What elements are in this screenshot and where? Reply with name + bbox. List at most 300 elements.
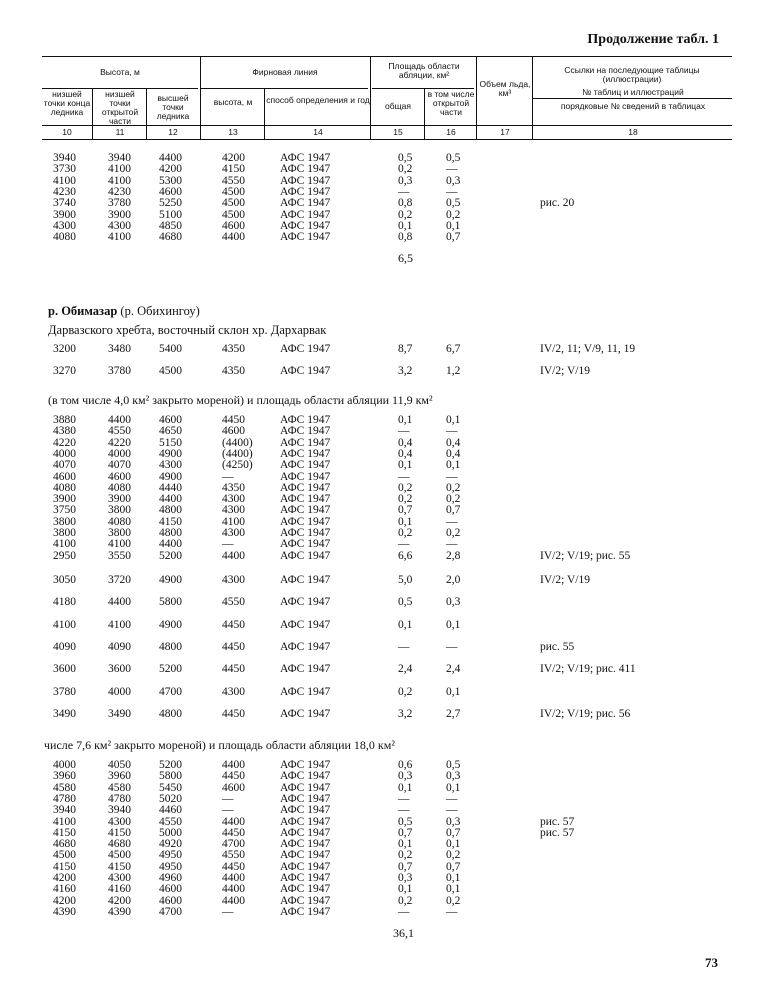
firn-height-cell: 4450 (222, 640, 245, 653)
high-point-cell: 4400 (159, 493, 182, 506)
table-row (0, 163, 773, 175)
area-total-cell: 0,2 (398, 849, 413, 862)
col-divider (476, 56, 477, 139)
low-point-end-cell: 4300 (53, 219, 76, 232)
low-point-open-cell: 3550 (108, 549, 131, 562)
firn-height-cell: 4500 (222, 208, 245, 221)
low-point-end-cell: 4100 (53, 538, 76, 551)
area-total-cell: — (398, 792, 410, 805)
low-point-end-cell: 3940 (53, 804, 76, 817)
table-row (0, 209, 773, 221)
col-number: 14 (313, 127, 323, 137)
firn-height-cell: (4400) (222, 447, 253, 460)
area-open-cell: 0,2 (446, 849, 461, 862)
firn-height-cell: 4550 (222, 849, 245, 862)
high-point-cell: 5400 (159, 343, 182, 355)
area-open-cell: — (446, 425, 458, 438)
low-point-end-cell: 4080 (53, 481, 76, 494)
note-line: числе 7,6 км² закрыто мореной) и площадь области абляции 18,0 км² (44, 738, 395, 752)
firn-height-cell: 4600 (222, 781, 245, 794)
area-open-cell: 2,0 (446, 574, 461, 586)
high-point-cell: 4800 (159, 527, 182, 539)
low-point-end-cell: 4380 (53, 425, 76, 438)
high-point-cell: 4460 (159, 804, 182, 817)
table-row (0, 872, 773, 884)
references-cell: рис. 57 (540, 815, 575, 828)
firn-group-rule (200, 88, 368, 89)
high-point-cell: 4650 (159, 425, 182, 438)
table-row (0, 838, 773, 850)
area-open-cell: 0,7 (446, 231, 461, 244)
col-divider (424, 88, 425, 139)
area-open-cell: 0,7 (446, 860, 461, 873)
firn-height-cell: 4450 (222, 770, 245, 783)
low-point-end-cell: 4150 (53, 860, 76, 873)
area-open-cell: 0,1 (446, 414, 461, 426)
table-row (0, 175, 773, 187)
low-point-open-cell: 3900 (108, 493, 131, 506)
area-total-cell: 0,6 (398, 759, 413, 771)
firn-method-cell: АФС 1947 (280, 527, 331, 539)
area-total-cell: 0,5 (398, 152, 413, 164)
firn-method-cell: АФС 1947 (280, 343, 331, 355)
low-point-end-cell: 3050 (53, 574, 76, 586)
area-open-cell: — (446, 538, 458, 551)
high-point-cell: 4900 (159, 470, 182, 483)
firn-method-cell: АФС 1947 (280, 792, 331, 805)
table-row (0, 782, 773, 794)
subheading: Дарвазского хребта, восточный склон хр. Дархарвак (48, 323, 327, 337)
area-total-cell: — (398, 804, 410, 817)
low-point-end-cell: 4000 (53, 447, 76, 460)
firn-height-cell: 4400 (222, 549, 245, 562)
firn-height-cell: 4700 (222, 838, 245, 851)
low-point-open-cell: 3490 (108, 707, 131, 720)
area-total-cell: — (398, 470, 410, 483)
area-open-cell: 0,1 (446, 883, 461, 896)
area-open-cell: 0,2 (446, 493, 461, 506)
references-cell: IV/2; V/19; рис. 56 (540, 707, 631, 720)
area-open-cell: 0,4 (446, 447, 461, 460)
area-open-cell: 0,2 (446, 894, 461, 907)
table-row (0, 793, 773, 805)
firn-method-cell: АФС 1947 (280, 894, 331, 907)
firn-height-cell: 4200 (222, 152, 245, 164)
area-total-cell: 0,2 (398, 481, 413, 494)
references-cell: IV/2, 11; V/9, 11, 19 (540, 343, 636, 355)
firn-method-cell: АФС 1947 (280, 685, 331, 698)
area-open-cell: 2,7 (446, 707, 461, 720)
low-point-end-cell: 4000 (53, 759, 76, 771)
table-row (0, 186, 773, 198)
col14-header: способ определения и год (266, 95, 370, 105)
high-point-cell: 4400 (159, 538, 182, 551)
area-open-cell: — (446, 185, 458, 198)
note-line: (в том числе 4,0 км² закрыто мореной) и площадь области абляции 11,9 км² (48, 393, 433, 407)
high-point-cell: 4680 (159, 231, 182, 244)
table-row (0, 493, 773, 505)
high-point-cell: 4920 (159, 838, 182, 851)
firn-height-cell: 4300 (222, 685, 245, 698)
col-divider (146, 88, 147, 139)
low-point-open-cell: 4090 (108, 640, 131, 653)
firn-height-cell: — (222, 905, 234, 918)
low-point-open-cell: 4150 (108, 860, 131, 873)
high-point-cell: 5800 (159, 596, 182, 609)
area-total-cell: 0,1 (398, 838, 413, 851)
area-open-cell: 2,4 (446, 663, 461, 676)
firn-height-cell: 4450 (222, 414, 245, 426)
low-point-open-cell: 4580 (108, 781, 131, 794)
low-point-end-cell: 3600 (53, 663, 76, 676)
firn-height-cell: — (222, 470, 234, 483)
high-point-cell: 4600 (159, 185, 182, 198)
low-point-open-cell: 3720 (108, 574, 131, 586)
firn-height-cell: — (222, 804, 234, 817)
area-total-cell: 0,1 (398, 515, 413, 528)
table-row (0, 365, 773, 377)
continuation-label: Продолжение табл. 1 (587, 32, 719, 47)
low-point-end-cell: 4100 (53, 174, 76, 187)
high-point-cell: 4150 (159, 515, 182, 528)
low-point-open-cell: 4080 (108, 515, 131, 528)
low-point-open-cell: 3960 (108, 770, 131, 783)
firn-height-cell: 4300 (222, 493, 245, 506)
area-open-cell: 0,2 (446, 481, 461, 494)
low-point-end-cell: 3800 (53, 515, 76, 528)
low-point-open-cell: 4300 (108, 872, 131, 884)
area-total-cell: 0,2 (398, 894, 413, 907)
low-point-open-cell: 3800 (108, 504, 131, 517)
area-total-cell: 6,6 (398, 549, 413, 562)
high-point-cell: 4600 (159, 894, 182, 907)
refs-sub-header: № таблиц и иллюстраций (582, 87, 684, 97)
firn-height-cell: 4150 (222, 163, 245, 176)
table-row (0, 414, 773, 426)
low-point-end-cell: 4580 (53, 781, 76, 794)
table-row (0, 883, 773, 895)
low-point-end-cell: 4390 (53, 905, 76, 918)
area-group-header: Площадь области абляции, км² (388, 61, 460, 80)
firn-height-cell: 4400 (222, 231, 245, 244)
area-open-cell: — (446, 163, 458, 176)
high-point-cell: 5020 (159, 792, 182, 805)
high-point-cell: 4400 (159, 152, 182, 164)
col12-header: высшей точки ледника (156, 93, 190, 121)
low-point-end-cell: 4070 (53, 459, 76, 472)
col-number: 12 (168, 127, 178, 137)
firn-group-header: Фирновая линия (252, 67, 318, 77)
col11-header: низшей точки открытой части (101, 89, 139, 126)
low-point-open-cell: 3780 (108, 365, 131, 377)
river-name: р. Обимазар (48, 304, 118, 318)
firn-method-cell: АФС 1947 (280, 640, 331, 653)
area-open-cell: — (446, 640, 458, 653)
firn-height-cell: 4400 (222, 872, 245, 884)
firn-method-cell: АФС 1947 (280, 174, 331, 187)
low-point-open-cell: 4150 (108, 826, 131, 839)
table-row (0, 906, 773, 918)
area-total-cell: 0,2 (398, 685, 413, 698)
low-point-end-cell: 4160 (53, 883, 76, 896)
area-open-cell: 0,7 (446, 504, 461, 517)
low-point-open-cell: 4200 (108, 894, 131, 907)
col-number: 16 (446, 127, 456, 137)
low-point-end-cell: 4230 (53, 185, 76, 198)
firn-method-cell: АФС 1947 (280, 618, 331, 631)
low-point-end-cell: 4220 (53, 436, 76, 449)
area-total-cell: 0,7 (398, 504, 413, 517)
area-total: 36,1 (393, 926, 414, 940)
firn-method-cell: АФС 1947 (280, 163, 331, 176)
area-open-cell: 0,4 (446, 436, 461, 449)
area-open-cell: 0,3 (446, 596, 461, 609)
low-point-end-cell: 3880 (53, 414, 76, 426)
area-total-cell: — (398, 538, 410, 551)
firn-method-cell: АФС 1947 (280, 838, 331, 851)
area-open-cell: 0,1 (446, 838, 461, 851)
low-point-open-cell: 4680 (108, 838, 131, 851)
firn-method-cell: АФС 1947 (280, 504, 331, 517)
low-point-end-cell: 2950 (53, 549, 76, 562)
area-open-cell: 0,5 (446, 759, 461, 771)
col-divider (532, 56, 533, 139)
low-point-open-cell: 4100 (108, 231, 131, 244)
area-total-cell: 0,7 (398, 860, 413, 873)
col17-header: Объем льда, км³ (479, 79, 531, 98)
high-point-cell: 5100 (159, 208, 182, 221)
firn-height-cell: 4400 (222, 894, 245, 907)
table-row (0, 527, 773, 539)
low-point-open-cell: 4400 (108, 414, 131, 426)
firn-method-cell: АФС 1947 (280, 414, 331, 426)
area-total-cell: 0,2 (398, 163, 413, 176)
table-row (0, 641, 773, 653)
area-total-cell: 0,8 (398, 231, 413, 244)
low-point-open-cell: 4300 (108, 219, 131, 232)
high-point-cell: 5200 (159, 759, 182, 771)
low-point-end-cell: 4680 (53, 838, 76, 851)
references-cell: рис. 20 (540, 197, 575, 210)
table-row (0, 459, 773, 471)
high-point-cell: 5200 (159, 549, 182, 562)
high-point-cell: 5450 (159, 781, 182, 794)
high-point-cell: 5250 (159, 197, 182, 210)
low-point-end-cell: 4100 (53, 815, 76, 828)
area-total-cell: — (398, 185, 410, 198)
low-point-end-cell: 3730 (53, 163, 76, 176)
col-number: 10 (62, 127, 72, 137)
area-open-cell: 0,1 (446, 459, 461, 472)
firn-height-cell: 4450 (222, 826, 245, 839)
low-point-open-cell: 4100 (108, 174, 131, 187)
firn-method-cell: АФС 1947 (280, 549, 331, 562)
table-row (0, 343, 773, 355)
high-point-cell: 5200 (159, 663, 182, 676)
low-point-open-cell: 3800 (108, 527, 131, 539)
low-point-open-cell: 4390 (108, 905, 131, 918)
firn-method-cell: АФС 1947 (280, 538, 331, 551)
area-open-cell: 0,1 (446, 618, 461, 631)
area-open-cell: 0,3 (446, 815, 461, 828)
table-row (0, 686, 773, 698)
high-point-cell: 4440 (159, 481, 182, 494)
low-point-end-cell: 4500 (53, 849, 76, 862)
firn-method-cell: АФС 1947 (280, 574, 331, 586)
firn-height-cell: 4300 (222, 574, 245, 586)
area-total-cell: 2,4 (398, 663, 413, 676)
table-row (0, 849, 773, 861)
low-point-end-cell: 4780 (53, 792, 76, 805)
firn-height-cell: 4400 (222, 815, 245, 828)
firn-method-cell: АФС 1947 (280, 707, 331, 720)
area-total-cell: 0,3 (398, 770, 413, 783)
low-point-open-cell: 4080 (108, 481, 131, 494)
table-row (0, 827, 773, 839)
firn-height-cell: 4600 (222, 219, 245, 232)
area-total-cell: 0,1 (398, 883, 413, 896)
high-point-cell: 4700 (159, 905, 182, 918)
area-total-cell: 0,5 (398, 815, 413, 828)
firn-height-cell: 4400 (222, 883, 245, 896)
firn-height-cell: 4550 (222, 596, 245, 609)
high-point-cell: 4200 (159, 163, 182, 176)
area-open-cell: 6,7 (446, 343, 461, 355)
high-point-cell: 4960 (159, 872, 182, 884)
high-point-cell: 5300 (159, 174, 182, 187)
area-open-cell: — (446, 515, 458, 528)
area-total-cell: 0,4 (398, 436, 413, 449)
low-point-end-cell: 3800 (53, 527, 76, 539)
firn-method-cell: АФС 1947 (280, 152, 331, 164)
references-cell: IV/2; V/19; рис. 411 (540, 663, 636, 676)
high-point-cell: 4850 (159, 219, 182, 232)
refs-group-header: Ссылки на последующие таблицы (иллюстрации) (564, 65, 700, 84)
area-open-cell: 0,1 (446, 872, 461, 884)
table-row (0, 816, 773, 828)
firn-method-cell: АФС 1947 (280, 231, 331, 244)
area-total-cell: 0,4 (398, 447, 413, 460)
col-number: 17 (500, 127, 510, 137)
low-point-end-cell: 3750 (53, 504, 76, 517)
header-bottom-rule (42, 139, 732, 140)
firn-height-cell: 4450 (222, 618, 245, 631)
low-point-open-cell: 4070 (108, 459, 131, 472)
high-point-cell: 4900 (159, 447, 182, 460)
low-point-end-cell: 4100 (53, 618, 76, 631)
high-point-cell: 4800 (159, 640, 182, 653)
table-row (0, 425, 773, 437)
firn-method-cell: АФС 1947 (280, 815, 331, 828)
high-point-cell: 4900 (159, 574, 182, 586)
low-point-end-cell: 3270 (53, 365, 76, 377)
col-divider (370, 56, 371, 139)
table-row (0, 482, 773, 494)
firn-method-cell: АФС 1947 (280, 208, 331, 221)
references-cell: IV/2; V/19 (540, 365, 590, 377)
firn-method-cell: АФС 1947 (280, 185, 331, 198)
high-point-cell: 4900 (159, 618, 182, 631)
area-total-cell: 3,2 (398, 707, 413, 720)
table-row (0, 550, 773, 562)
area-total: 6,5 (398, 251, 413, 265)
firn-height-cell: (4400) (222, 436, 253, 449)
table-row (0, 708, 773, 720)
area-open-cell: 0,1 (446, 685, 461, 698)
area-open-cell: 0,5 (446, 152, 461, 164)
firn-height-cell: 4300 (222, 527, 245, 539)
area-total-cell: 5,0 (398, 574, 413, 586)
firn-method-cell: АФС 1947 (280, 905, 331, 918)
table-row (0, 804, 773, 816)
high-point-cell: 4600 (159, 883, 182, 896)
col-divider (264, 88, 265, 139)
col-number: 13 (228, 127, 238, 137)
col13-header: высота, м (213, 97, 253, 107)
table-row (0, 516, 773, 528)
area-total-cell: 0,1 (398, 781, 413, 794)
low-point-end-cell: 3900 (53, 208, 76, 221)
firn-method-cell: АФС 1947 (280, 770, 331, 783)
firn-method-cell: АФС 1947 (280, 663, 331, 676)
firn-method-cell: АФС 1947 (280, 197, 331, 210)
area-total-cell: 0,3 (398, 174, 413, 187)
low-point-open-cell: 4780 (108, 792, 131, 805)
area-open-cell: 0,3 (446, 174, 461, 187)
high-point-cell: 4550 (159, 815, 182, 828)
low-point-end-cell: 3960 (53, 770, 76, 783)
references-cell: IV/2; V/19 (540, 574, 590, 586)
low-point-end-cell: 3780 (53, 685, 76, 698)
firn-method-cell: АФС 1947 (280, 860, 331, 873)
high-point-cell: 4800 (159, 707, 182, 720)
low-point-open-cell: 4100 (108, 538, 131, 551)
firn-height-cell: 4400 (222, 759, 245, 771)
low-point-end-cell: 4080 (53, 231, 76, 244)
area-open-cell: — (446, 470, 458, 483)
area-total-cell: 0,2 (398, 208, 413, 221)
low-point-end-cell: 3940 (53, 152, 76, 164)
area-total-cell: 0,1 (398, 459, 413, 472)
area-open-cell: 0,2 (446, 208, 461, 221)
area-open-cell: — (446, 905, 458, 918)
firn-method-cell: АФС 1947 (280, 459, 331, 472)
firn-method-cell: АФС 1947 (280, 804, 331, 817)
firn-method-cell: АФС 1947 (280, 470, 331, 483)
area-open-cell: — (446, 804, 458, 817)
firn-height-cell: 4500 (222, 197, 245, 210)
area-total-cell: 3,2 (398, 365, 413, 377)
low-point-open-cell: 4500 (108, 849, 131, 862)
refs-sub-rule (532, 98, 732, 99)
firn-height-cell: — (222, 538, 234, 551)
low-point-end-cell: 4180 (53, 596, 76, 609)
firn-height-cell: 4500 (222, 185, 245, 198)
table-row (0, 471, 773, 483)
low-point-end-cell: 3200 (53, 343, 76, 355)
table-row (0, 538, 773, 550)
firn-height-cell: 4350 (222, 343, 245, 355)
area-open-cell: 0,3 (446, 770, 461, 783)
area-open-cell: 2,8 (446, 549, 461, 562)
firn-height-cell: 4300 (222, 504, 245, 517)
table-row (0, 152, 773, 164)
area-total-cell: — (398, 640, 410, 653)
references-cell: IV/2; V/19; рис. 55 (540, 549, 631, 562)
low-point-end-cell: 3490 (53, 707, 76, 720)
firn-height-cell: 4450 (222, 663, 245, 676)
low-point-open-cell: 4400 (108, 596, 131, 609)
